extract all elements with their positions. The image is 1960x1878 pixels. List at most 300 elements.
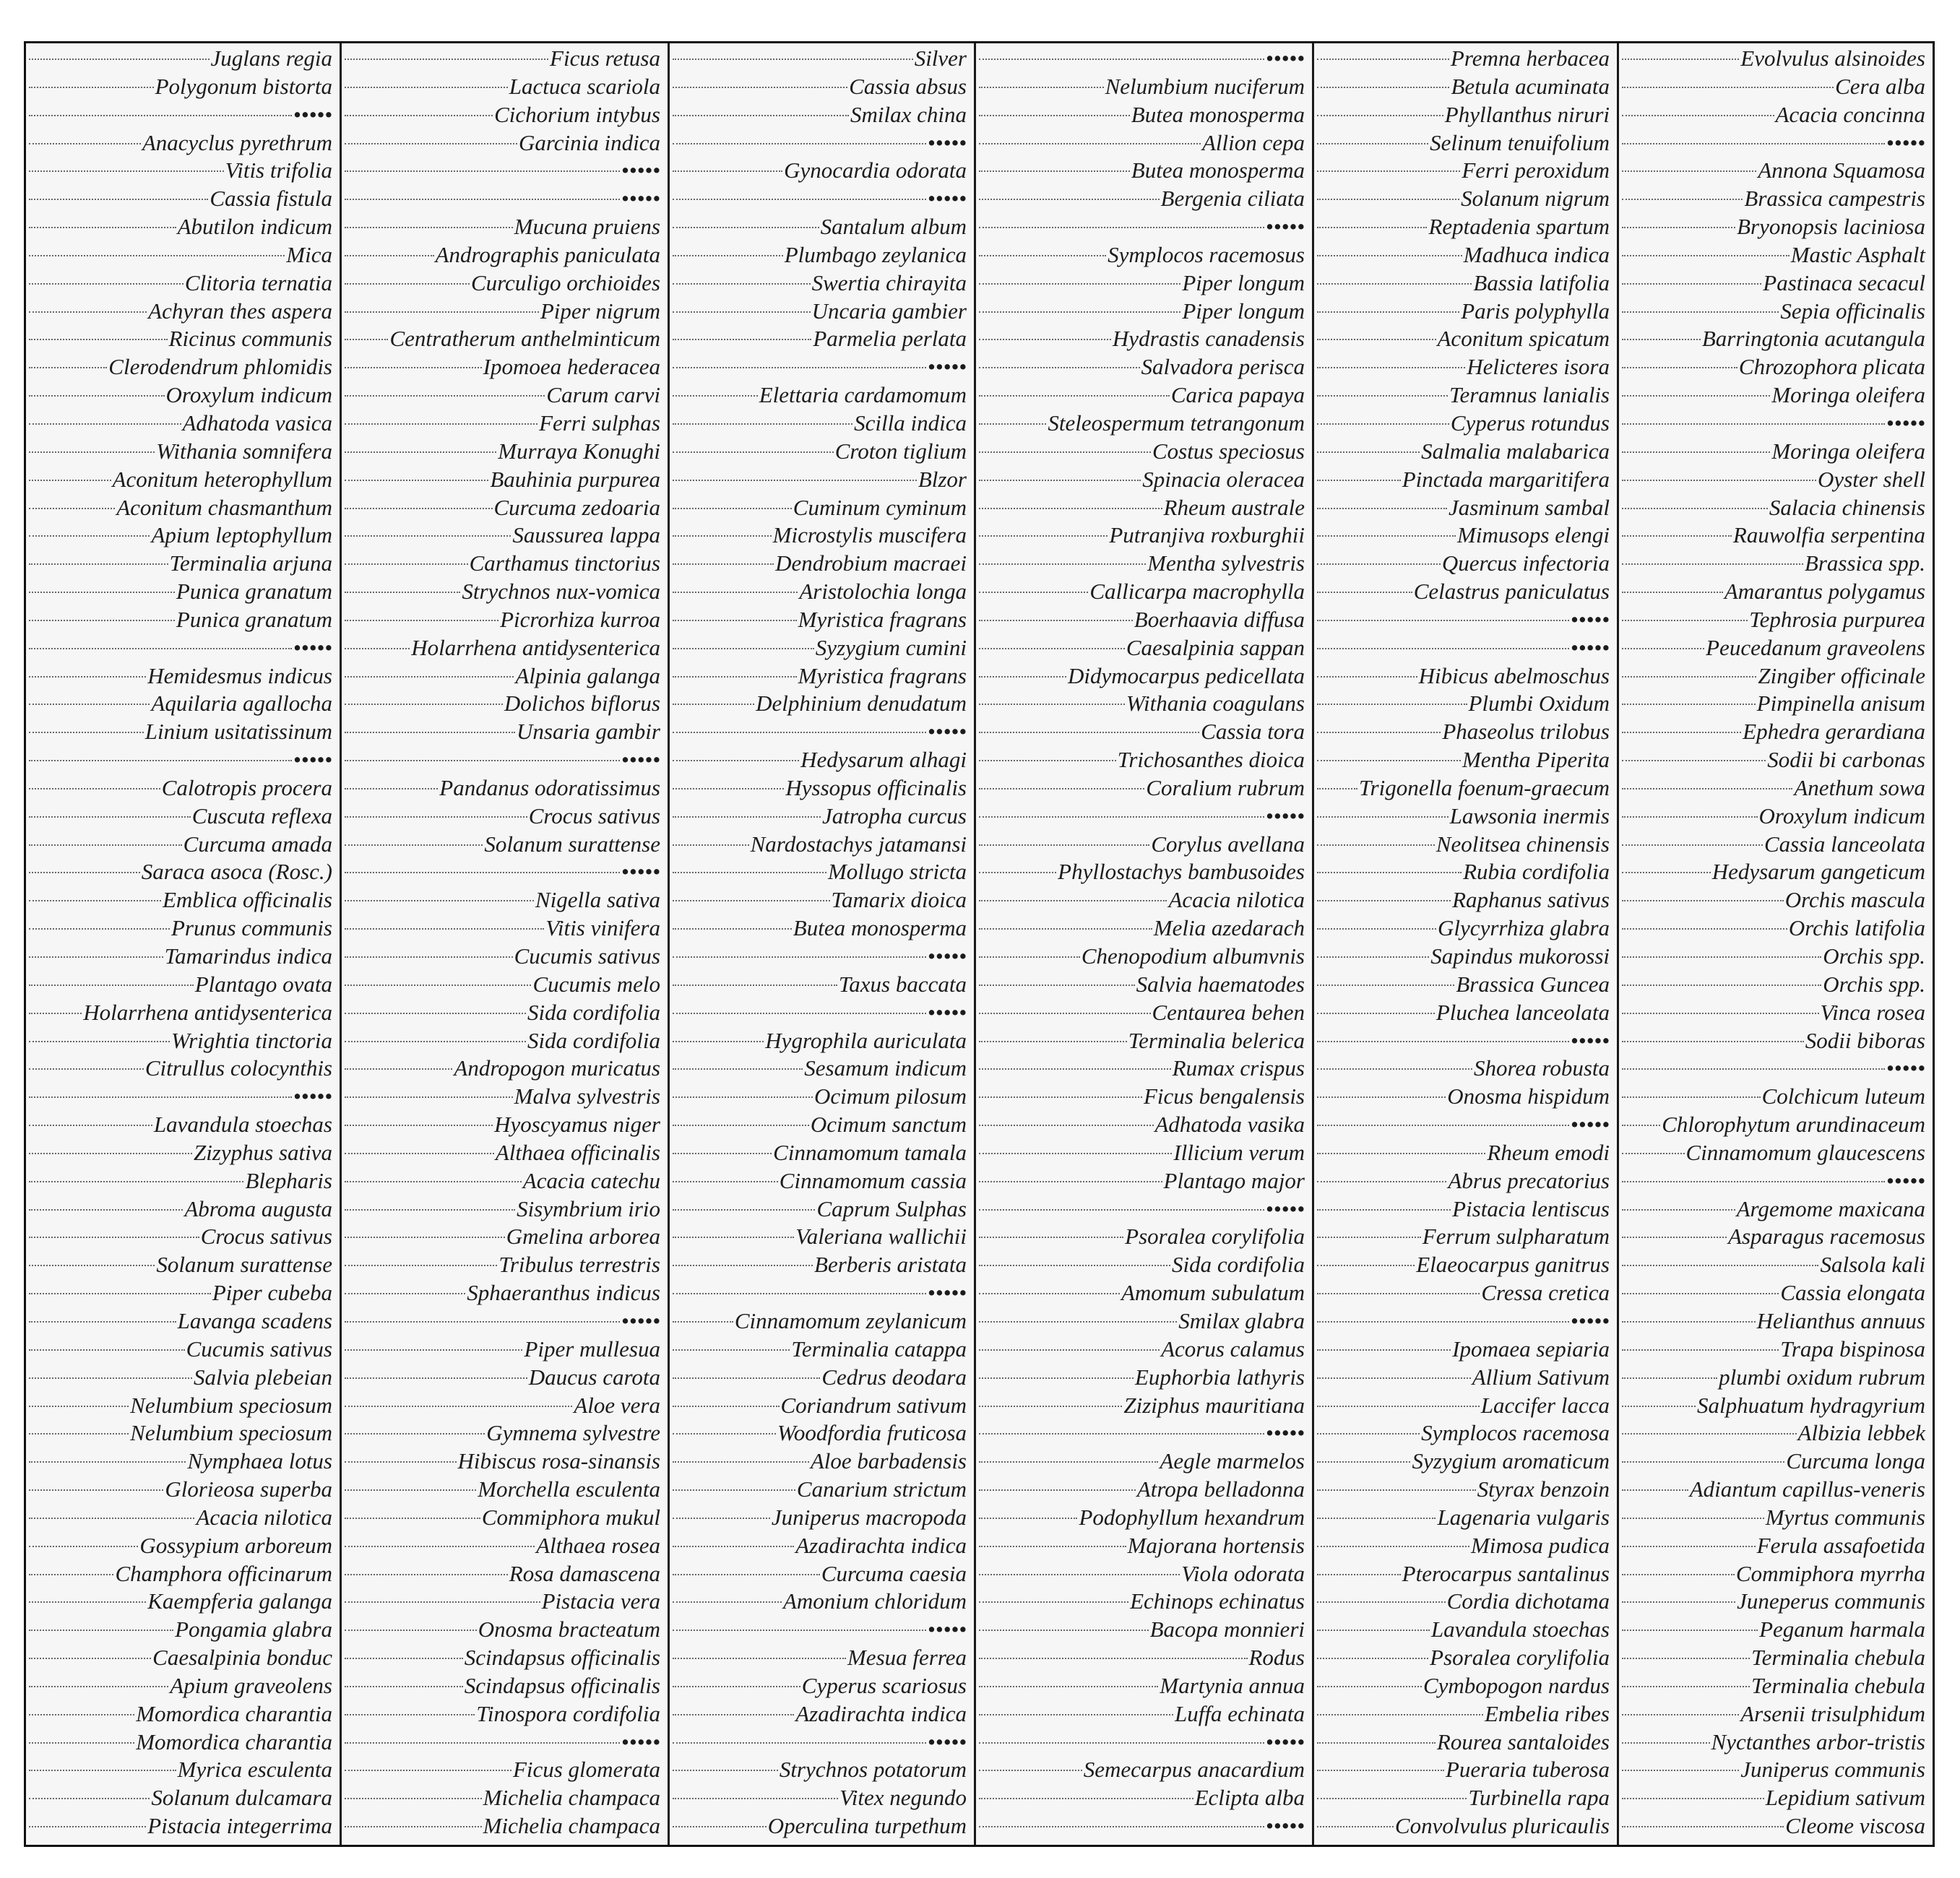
species-name: plumbi oxidum rubrum: [1719, 1364, 1925, 1390]
list-item: [29, 381, 332, 409]
list-item: [1317, 1167, 1610, 1195]
species-name: Allion cepa: [1201, 129, 1305, 155]
dotted-leader: [673, 451, 834, 453]
list-item: [1317, 522, 1610, 549]
dotted-leader: [979, 1686, 1158, 1687]
species-name: Aconitum spicatum: [1437, 326, 1610, 352]
list-item: [1622, 1588, 1925, 1615]
species-name: Lactuca scariola: [509, 73, 660, 99]
dotted-leader: [345, 563, 468, 565]
dotted-leader: [979, 676, 1066, 678]
dotted-leader: [1622, 1181, 1885, 1182]
species-name: Caesalpinia bonduc: [152, 1645, 332, 1671]
species-name: Cinnamomum tamala: [773, 1139, 967, 1165]
species-name: Vinca rosea: [1820, 999, 1925, 1025]
dotted-leader: [1622, 535, 1732, 537]
dotted-leader: [673, 508, 792, 509]
species-name: Michelia champaca: [483, 1785, 660, 1811]
list-item: [1317, 298, 1610, 325]
list-item: [345, 1392, 660, 1419]
list-item: [979, 1027, 1305, 1055]
list-item: [979, 1195, 1305, 1223]
species-name: Gymnema sylvestre: [486, 1420, 660, 1446]
species-name: Cassia fistula: [210, 186, 332, 212]
species-name: Symplocos racemosus: [1108, 241, 1305, 267]
list-item: [1317, 858, 1610, 886]
list-item: [979, 858, 1305, 886]
species-name: •••••: [1265, 1813, 1305, 1839]
dotted-leader: [345, 816, 527, 818]
species-name: Brassica Guncea: [1456, 971, 1610, 997]
list-item: [979, 1364, 1305, 1391]
species-name: Aloe vera: [574, 1392, 660, 1418]
species-name: Atropa belladonna: [1136, 1476, 1305, 1502]
dotted-leader: [1622, 1293, 1779, 1294]
dotted-leader: [673, 115, 849, 116]
dotted-leader: [1622, 1461, 1784, 1463]
dotted-leader: [673, 1518, 770, 1519]
species-name: Operculina turpethum: [767, 1813, 967, 1839]
list-item: [345, 1672, 660, 1700]
list-item: [673, 774, 967, 802]
species-name: •••••: [1570, 1112, 1610, 1138]
species-name: Swertia chirayita: [811, 269, 967, 295]
dotted-leader: [673, 199, 926, 200]
dotted-leader: [345, 1461, 457, 1463]
list-item: [1317, 325, 1610, 352]
dotted-leader: [345, 1013, 526, 1014]
list-item: [979, 690, 1305, 717]
list-item: [673, 943, 967, 970]
dotted-leader: [1317, 1433, 1420, 1435]
dotted-leader: [1622, 985, 1821, 986]
species-name: Podophyllum hexandrum: [1079, 1504, 1305, 1530]
species-name: Pastinaca secacul: [1763, 269, 1925, 295]
species-name: •••••: [621, 1728, 660, 1754]
list-item: [1622, 1644, 1925, 1671]
list-item: [29, 999, 332, 1026]
list-item: [1622, 101, 1925, 129]
list-item: [345, 1728, 660, 1756]
dotted-leader: [345, 115, 493, 116]
dotted-leader: [1317, 1125, 1569, 1126]
list-item: [345, 886, 660, 914]
species-name: Jatropha curcus: [821, 802, 967, 828]
dotted-leader: [673, 1686, 800, 1687]
list-item: [979, 241, 1305, 269]
list-item: [345, 1532, 660, 1559]
list-item: [673, 1392, 967, 1419]
list-item: [29, 1223, 332, 1250]
species-name: Chenopodium albumvnis: [1081, 943, 1305, 969]
species-name: Parmelia perlata: [813, 326, 967, 352]
species-name: •••••: [1265, 802, 1305, 828]
list-item: [1317, 1083, 1610, 1110]
list-item: [1317, 438, 1610, 465]
list-item: [29, 1784, 332, 1812]
species-name: Apium graveolens: [170, 1672, 332, 1698]
species-name: Curcuma zedoaria: [493, 494, 660, 520]
species-name: Berberis aristata: [814, 1252, 967, 1278]
dotted-leader: [1622, 1068, 1885, 1070]
species-name: Punica granatum: [176, 606, 332, 632]
species-name: Murraya Konughi: [498, 438, 660, 464]
dotted-leader: [29, 508, 115, 509]
list-item: [673, 410, 967, 437]
list-item: [345, 831, 660, 858]
species-name: Andropogon muricatus: [454, 1055, 660, 1081]
species-name: Sida cordifolia: [1172, 1252, 1305, 1278]
species-name: Viola odorata: [1181, 1560, 1305, 1586]
list-item: [673, 1251, 967, 1278]
species-name: Teramnus lanialis: [1449, 382, 1610, 408]
list-item: [29, 298, 332, 325]
dotted-leader: [1622, 170, 1756, 172]
species-name: Elettaria cardamomum: [759, 382, 967, 408]
list-item: [673, 1784, 967, 1812]
species-name: Mimosa pudica: [1470, 1532, 1610, 1558]
species-name: Pandanus odoratissimus: [439, 774, 660, 800]
species-name: Premna herbacea: [1450, 46, 1610, 71]
list-item: [673, 45, 967, 72]
dotted-leader: [29, 283, 184, 285]
list-item: [1622, 1364, 1925, 1391]
dotted-leader: [345, 648, 410, 649]
list-item: [673, 353, 967, 381]
species-name: Lawsonia inermis: [1449, 802, 1610, 828]
list-item: [29, 1307, 332, 1335]
list-item: [979, 1700, 1305, 1728]
dotted-leader: [1622, 1096, 1761, 1098]
species-name: Aloe barbadensis: [810, 1448, 967, 1474]
list-item: [673, 157, 967, 184]
species-name: •••••: [927, 1280, 967, 1306]
dotted-leader: [1317, 704, 1467, 705]
species-name: Canarium strictum: [796, 1476, 967, 1502]
list-item: [29, 466, 332, 493]
dotted-leader: [979, 1798, 1193, 1799]
species-name: Momordica charantia: [136, 1728, 332, 1754]
list-item: [29, 325, 332, 352]
list-item: [29, 1616, 332, 1643]
dotted-leader: [1622, 1574, 1735, 1575]
dotted-leader: [1622, 339, 1701, 340]
list-item: [345, 1448, 660, 1475]
species-name: Syzygium aromaticum: [1412, 1448, 1610, 1474]
list-item: [673, 1588, 967, 1615]
dotted-leader: [345, 788, 438, 789]
list-item: [345, 1784, 660, 1812]
species-name: •••••: [293, 747, 332, 773]
species-name: Sesamum indicum: [804, 1055, 967, 1081]
list-item: [979, 886, 1305, 914]
species-name: Picrorhiza kurroa: [500, 606, 660, 632]
species-name: Hedysarum gangeticum: [1711, 859, 1925, 885]
list-item: [345, 1223, 660, 1250]
dotted-leader: [29, 480, 111, 481]
dotted-leader: [1317, 1377, 1471, 1379]
list-item: [1317, 1560, 1610, 1588]
dotted-leader: [345, 1714, 475, 1715]
dotted-leader: [29, 1377, 192, 1379]
species-name: Adiantum capillus-veneris: [1689, 1476, 1925, 1502]
list-item: [1622, 1111, 1925, 1138]
dotted-leader: [673, 1742, 926, 1744]
dotted-leader: [673, 1714, 794, 1715]
species-name: Melia azedarach: [1153, 915, 1305, 941]
species-name: Asparagus racemosus: [1728, 1224, 1925, 1250]
list-item: [345, 353, 660, 381]
list-item: [673, 1419, 967, 1447]
list-item: [979, 466, 1305, 493]
species-name: Semecarpus anacardium: [1083, 1757, 1305, 1783]
dotted-leader: [1317, 283, 1472, 285]
list-item: [979, 746, 1305, 774]
species-name: Betula acuminata: [1451, 73, 1610, 99]
dotted-leader: [345, 1265, 497, 1266]
species-name: Ricinus communis: [168, 326, 332, 352]
list-item: [29, 1700, 332, 1728]
dotted-leader: [345, 985, 531, 986]
list-item: [979, 1419, 1305, 1447]
list-item: [29, 1476, 332, 1503]
list-item: [345, 157, 660, 184]
dotted-leader: [673, 563, 774, 565]
list-item: [345, 1504, 660, 1531]
dotted-leader: [979, 59, 1264, 60]
species-name: Sida cordifolia: [527, 1027, 660, 1053]
list-item: [1622, 1251, 1925, 1278]
dotted-leader: [29, 115, 292, 116]
dotted-leader: [979, 451, 1151, 453]
dotted-leader: [979, 844, 1149, 846]
species-name: Evolvulus alsinoides: [1740, 46, 1925, 71]
list-item: [1317, 690, 1610, 717]
list-item: [673, 1504, 967, 1531]
species-name: Salvia plebeian: [194, 1364, 332, 1390]
dotted-leader: [345, 900, 534, 901]
species-name: Citrullus colocynthis: [144, 1055, 332, 1081]
species-name: Cucumis sativus: [514, 943, 660, 969]
species-name: Plumbi Oxidum: [1468, 691, 1610, 717]
list-item: [979, 1616, 1305, 1643]
dotted-leader: [1317, 760, 1461, 761]
dotted-leader: [1622, 1406, 1696, 1407]
list-item: [979, 1307, 1305, 1335]
dotted-leader: [29, 676, 146, 678]
dotted-leader: [979, 535, 1108, 537]
dotted-leader: [673, 311, 811, 313]
list-item: [345, 1027, 660, 1055]
list-item: [29, 1195, 332, 1223]
list-item: [979, 522, 1305, 549]
list-item: [345, 1195, 660, 1223]
species-name: Piper longum: [1182, 269, 1305, 295]
dotted-leader: [1317, 1293, 1480, 1294]
dotted-leader: [979, 1489, 1136, 1491]
list-item: [345, 129, 660, 157]
dotted-leader: [979, 1209, 1264, 1211]
list-item: [1622, 999, 1925, 1026]
list-item: [673, 1223, 967, 1250]
dotted-leader: [1622, 508, 1768, 509]
dotted-leader: [29, 1601, 146, 1603]
species-name: •••••: [293, 634, 332, 660]
species-name: Glycyrrhiza glabra: [1438, 915, 1610, 941]
species-name: Withania coagulans: [1126, 691, 1305, 717]
species-name: Rourea santaloides: [1436, 1728, 1610, 1754]
species-name: Microstylis muscifera: [772, 522, 967, 548]
dotted-leader: [1317, 423, 1449, 425]
dotted-leader: [1622, 283, 1761, 285]
species-name: Adhatoda vasica: [182, 410, 332, 436]
list-item: [29, 914, 332, 942]
species-name: •••••: [621, 1307, 660, 1333]
dotted-leader: [29, 1742, 134, 1744]
list-item: [345, 550, 660, 577]
species-name: Blzor: [918, 466, 967, 492]
dotted-leader: [29, 928, 170, 930]
dotted-leader: [29, 592, 175, 593]
species-name: Hydrastis canadensis: [1112, 326, 1305, 352]
list-item: [29, 1812, 332, 1840]
list-item: [345, 774, 660, 802]
dotted-leader: [29, 1068, 144, 1070]
dotted-leader: [1317, 732, 1441, 733]
species-name: Embelia ribes: [1484, 1700, 1610, 1726]
species-name: Nelumbium speciosum: [130, 1392, 332, 1418]
list-item: [345, 1279, 660, 1307]
species-name: Nardostachys jatamansi: [750, 831, 967, 857]
list-item: [345, 802, 660, 830]
species-name: Cinnamomum glaucescens: [1685, 1139, 1925, 1165]
species-name: Carum carvi: [546, 382, 660, 408]
list-item: [1317, 1223, 1610, 1250]
dotted-leader: [29, 760, 292, 761]
dotted-leader: [29, 535, 150, 537]
list-item: [1622, 550, 1925, 577]
dotted-leader: [29, 255, 285, 256]
species-name: Dolichos biflorus: [504, 691, 660, 717]
dotted-leader: [29, 985, 194, 986]
dotted-leader: [979, 1321, 1177, 1323]
species-name: Apium leptophyllum: [151, 522, 332, 548]
dotted-leader: [1317, 676, 1417, 678]
dotted-leader: [1317, 1826, 1394, 1827]
list-item: [1317, 1111, 1610, 1138]
species-name: Lavandula stoechas: [1430, 1617, 1610, 1643]
species-name: Polygonum bistorta: [155, 73, 332, 99]
species-name: Aconitum chasmanthum: [116, 494, 332, 520]
list-item: [979, 101, 1305, 129]
list-item: [29, 1251, 332, 1278]
dotted-leader: [979, 1349, 1160, 1351]
species-name: •••••: [1886, 410, 1925, 436]
list-item: [1317, 914, 1610, 942]
dotted-leader: [1622, 788, 1792, 789]
species-name: Aquilaria agallocha: [151, 691, 332, 717]
species-name: Azadirachta indica: [795, 1532, 967, 1558]
species-name: Acacia concinna: [1775, 101, 1925, 127]
list-item: [979, 606, 1305, 633]
list-item: [1622, 1560, 1925, 1588]
dotted-leader: [673, 395, 758, 397]
dotted-leader: [979, 339, 1111, 340]
dotted-leader: [345, 367, 482, 368]
species-name: •••••: [927, 1728, 967, 1754]
dotted-leader: [1622, 928, 1787, 930]
list-item: [29, 1588, 332, 1615]
species-name: Mastic Asphalt: [1790, 241, 1925, 267]
species-name: Carica papaya: [1170, 382, 1305, 408]
dotted-leader: [1622, 1546, 1756, 1547]
dotted-leader: [673, 592, 798, 593]
column-2: [342, 43, 670, 1845]
dotted-leader: [29, 423, 181, 425]
dotted-leader: [673, 648, 814, 649]
dotted-leader: [1622, 732, 1741, 733]
dotted-leader: [673, 1349, 790, 1351]
species-name: Tamarix dioica: [831, 887, 967, 913]
species-name: Strychnos nux-vomica: [462, 579, 660, 605]
dotted-leader: [29, 788, 160, 789]
list-item: [1622, 1504, 1925, 1531]
list-item: [673, 1448, 967, 1475]
dotted-leader: [29, 956, 163, 958]
list-item: [1317, 45, 1610, 72]
list-item: [1622, 157, 1925, 184]
dotted-leader: [673, 1489, 795, 1491]
list-item: [979, 1083, 1305, 1110]
species-name: Zingiber officinale: [1758, 662, 1925, 688]
species-name: Hibiscus rosa-sinansis: [457, 1448, 660, 1474]
list-item: [673, 1756, 967, 1783]
list-item: [1317, 999, 1610, 1026]
dotted-leader: [1622, 1237, 1727, 1238]
dotted-leader: [979, 1630, 1149, 1631]
list-item: [673, 634, 967, 662]
list-item: [29, 718, 332, 745]
species-name: Oyster shell: [1818, 466, 1925, 492]
list-item: [345, 241, 660, 269]
species-name: Tephrosia purpurea: [1749, 606, 1925, 632]
list-item: [979, 1532, 1305, 1559]
species-name: Woodfordia fruticosa: [777, 1420, 967, 1446]
species-name: Champhora officinarum: [115, 1560, 332, 1586]
species-name: Acacia catechu: [522, 1167, 660, 1193]
dotted-leader: [979, 788, 1144, 789]
species-name: Plantago major: [1163, 1167, 1305, 1193]
dotted-leader: [979, 592, 1088, 593]
dotted-leader: [979, 508, 1162, 509]
list-item: [1317, 550, 1610, 577]
list-item: [29, 634, 332, 662]
list-item: [345, 73, 660, 100]
list-item: [1622, 1700, 1925, 1728]
list-item: [345, 1812, 660, 1840]
species-name: Jasminum sambal: [1448, 494, 1610, 520]
list-item: [673, 1700, 967, 1728]
dotted-leader: [1317, 1013, 1435, 1014]
species-name: Steleospermum tetrangonum: [1048, 410, 1305, 436]
species-name: •••••: [293, 101, 332, 127]
species-name: Vitis vinifera: [545, 915, 660, 941]
species-name: Strychnos potatorum: [779, 1757, 967, 1783]
dotted-leader: [1622, 760, 1766, 761]
list-item: [1622, 1167, 1925, 1195]
list-item: [29, 831, 332, 858]
dotted-leader: [345, 1406, 572, 1407]
